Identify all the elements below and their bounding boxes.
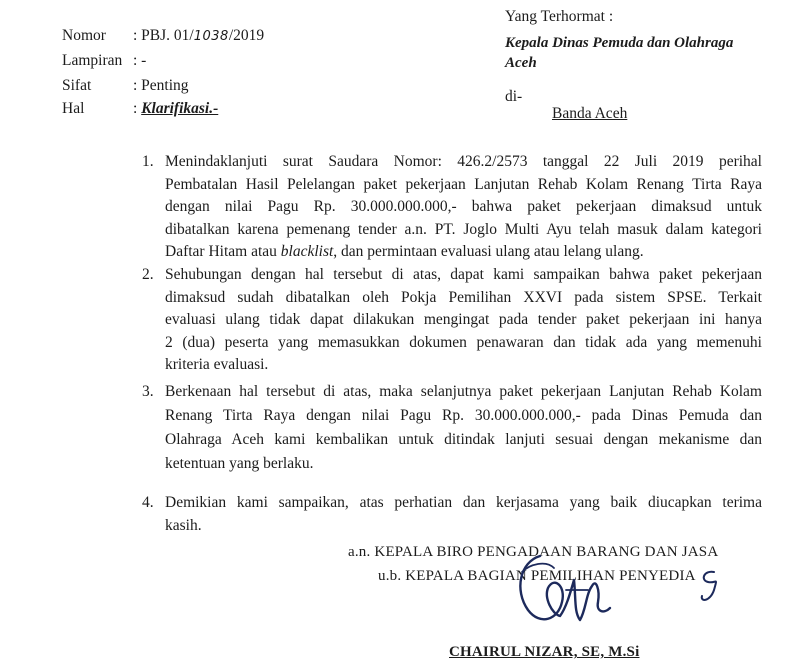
recipient-title-line1: Kepala Dinas Pemuda dan Olahraga — [505, 35, 734, 51]
signatory-name: CHAIRUL NIZAR, SE, M.Si — [449, 644, 640, 660]
recipient-title-line2: Aceh — [505, 55, 537, 71]
lampiran-label: Lampiran — [62, 52, 123, 69]
paragraph-number: 1. — [142, 153, 154, 170]
paragraph-number: 4. — [142, 494, 154, 511]
paragraph-last-line — [165, 241, 762, 264]
paragraph-line: Demikian kami sampaikan, atas perhatian dan kerjasama yang baik diucapkan terima — [165, 494, 762, 511]
paragraph-line: Pembatalan Hasil Pelelangan paket pekerjaan Lanjutan Rehab Kolam Renang Tirta Raya — [165, 175, 762, 193]
nomor-value — [133, 27, 264, 45]
text-segment: , dan permintaan evaluasi ulang atau lelang ulang. — [333, 243, 644, 260]
hal-subject: Klarifikasi.- — [141, 100, 219, 117]
paragraph-line: Olahraga Aceh kami kembalikan untuk ditindak lanjuti sesuai dengan mekanisme dan — [165, 431, 762, 448]
paragraph-last-line: ketentuan yang berlaku. — [165, 455, 314, 472]
nomor-year: /2019 — [228, 27, 265, 44]
hal-value — [133, 100, 218, 118]
signature-line-an: a.n. KEPALA BIRO PENGADAAN BARANG DAN JASA — [348, 544, 719, 560]
paragraph-line: dimaksud sudah dibatalkan oleh Pokja Pemilihan XXVI pada sistem SPSE. Terkait — [165, 288, 762, 306]
nomor-prefix: : PBJ. 01/ — [133, 27, 194, 44]
paragraph-4 — [142, 492, 762, 537]
paragraph-3 — [142, 380, 762, 476]
lampiran-value: : - — [133, 52, 147, 69]
sifat-value: : Penting — [133, 77, 189, 94]
paragraph-last-line: kasih. — [165, 516, 202, 534]
paragraph-line: Menindaklanjuti surat Saudara Nomor: 426.2/2573 tanggal 22 Juli 2019 perihal — [165, 153, 762, 170]
handwritten-signature-icon — [500, 550, 730, 640]
hal-label: Hal — [62, 100, 85, 117]
paragraph-line: 2 (dua) peserta yang memasukkan dokumen penawaran dan tidak ada yang memenuhi — [165, 333, 762, 351]
nomor-label: Nomor — [62, 27, 106, 44]
paragraph-line: dibatalkan karena pemenang tender a.n. PT. Joglo Multi Ayu telah masuk dalam kategori — [165, 220, 762, 238]
paragraph-line: dengan nilai Pagu Rp. 30.000.000.000,- bahwa paket pekerjaan dimaksud untuk — [165, 198, 762, 215]
recipient-di: di- — [505, 88, 523, 105]
paragraph-number: 2. — [142, 266, 154, 283]
paragraph-2 — [142, 264, 762, 377]
recipient-city: Banda Aceh — [552, 105, 628, 122]
paragraph-1 — [142, 151, 762, 264]
nomor-handwritten: 1038 — [193, 29, 229, 44]
blacklist-term: blacklist — [280, 243, 334, 260]
paragraph-line: evaluasi ulang tidak dapat dilakukan mengingat pada tender paket pekerjaan ini hanya — [165, 311, 762, 328]
paragraph-line: Sehubungan dengan hal tersebut di atas, dapat kami sampaikan bahwa paket pekerjaan — [165, 266, 762, 283]
text-segment: Daftar Hitam atau — [165, 243, 281, 260]
paragraph-line: Renang Tirta Raya dengan nilai Pagu Rp. 30.000.000.000,- pada Dinas Pemuda dan — [165, 407, 762, 424]
paragraph-number: 3. — [142, 383, 154, 400]
sifat-label: Sifat — [62, 77, 92, 94]
hal-colon: : — [133, 100, 142, 117]
recipient-greeting: Yang Terhormat : — [505, 8, 614, 25]
paragraph-line: Berkenaan hal tersebut di atas, maka selanjutnya paket pekerjaan Lanjutan Rehab Kolam — [165, 383, 762, 400]
paragraph-last-line: kriteria evaluasi. — [165, 356, 269, 373]
signature-line-ub: u.b. KEPALA BAGIAN PEMILIHAN PENYEDIA — [378, 568, 696, 584]
